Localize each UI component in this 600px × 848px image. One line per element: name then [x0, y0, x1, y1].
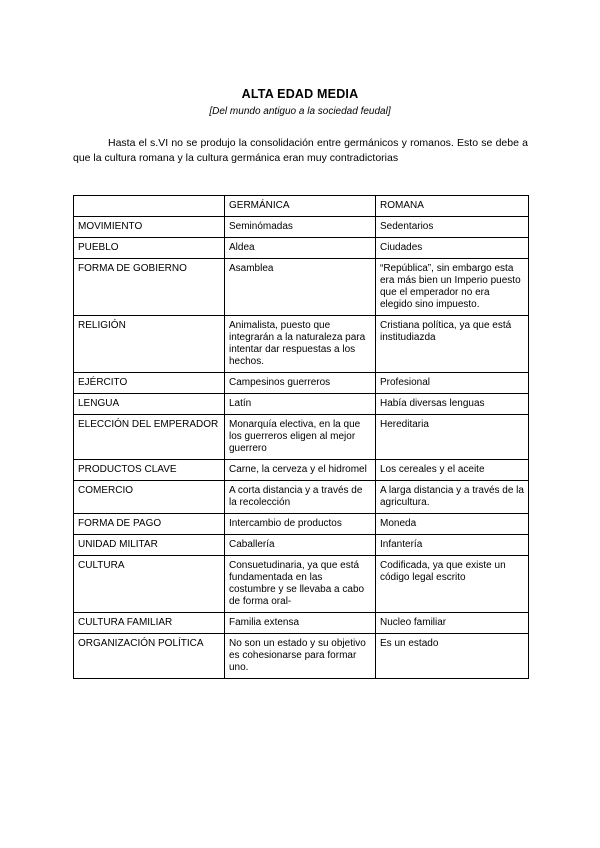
row-label-cell: FORMA DE PAGO	[74, 514, 225, 535]
germanica-cell: Intercambio de productos	[225, 514, 376, 535]
page-title: ALTA EDAD MEDIA	[241, 87, 359, 101]
row-label-cell: CULTURA FAMILIAR	[74, 613, 225, 634]
row-label-cell: LENGUA	[74, 394, 225, 415]
row-label-cell: MOVIMIENTO	[74, 217, 225, 238]
table-header-row	[74, 196, 529, 217]
romana-cell: Infantería	[376, 535, 529, 556]
germanica-cell: Animalista, puesto que integrarán a la naturaleza para intentar dar respuestas a los hechos.	[225, 316, 376, 373]
row-label-cell: PRODUCTOS CLAVE	[74, 460, 225, 481]
romana-cell: Los cereales y el aceite	[376, 460, 529, 481]
table-row	[74, 634, 529, 679]
table-row	[74, 415, 529, 460]
romana-cell: Nucleo familiar	[376, 613, 529, 634]
romana-cell: “República”, sin embargo esta era más bien un Imperio puesto que el emperador no era elegido sino impuesto.	[376, 259, 529, 316]
table-row	[74, 481, 529, 514]
germanica-cell: Carne, la cerveza y el hidromel	[225, 460, 376, 481]
romana-cell: Codificada, ya que existe un código legal escrito	[376, 556, 529, 613]
page-subtitle: [Del mundo antiguo a la sociedad feudal]	[209, 106, 391, 117]
table-row	[74, 316, 529, 373]
germanica-cell: Seminómadas	[225, 217, 376, 238]
table-row	[74, 373, 529, 394]
table-row	[74, 238, 529, 259]
table-row	[74, 394, 529, 415]
romana-cell: Ciudades	[376, 238, 529, 259]
romana-cell: A larga distancia y a través de la agricultura.	[376, 481, 529, 514]
row-label-cell: EJÉRCITO	[74, 373, 225, 394]
germanica-cell: Latín	[225, 394, 376, 415]
header-cell-romana: ROMANA	[376, 196, 529, 217]
romana-cell: Hereditaria	[376, 415, 529, 460]
row-label-cell: RELIGIÓN	[74, 316, 225, 373]
table-row	[74, 514, 529, 535]
romana-cell: Moneda	[376, 514, 529, 535]
table-row	[74, 613, 529, 634]
row-label-cell: PUEBLO	[74, 238, 225, 259]
table-row	[74, 259, 529, 316]
comparison-table	[73, 195, 529, 679]
table-row	[74, 535, 529, 556]
romana-cell: Profesional	[376, 373, 529, 394]
germanica-cell: Aldea	[225, 238, 376, 259]
header-cell-germanica: GERMÁNICA	[225, 196, 376, 217]
table-row	[74, 460, 529, 481]
row-label-cell: ORGANIZACIÓN POLÍTICA	[74, 634, 225, 679]
row-label-cell: CULTURA	[74, 556, 225, 613]
intro-paragraph: Hasta el s.VI no se produjo la consolidación entre germánicos y romanos. Esto se debe a que la cultura romana y la cultura germánica eran muy contradictorias	[73, 137, 528, 164]
row-label-cell: ELECCIÓN DEL EMPERADOR	[74, 415, 225, 460]
germanica-cell: Familia extensa	[225, 613, 376, 634]
romana-cell: Cristiana política, ya que está institudiazda	[376, 316, 529, 373]
row-label-cell: FORMA DE GOBIERNO	[74, 259, 225, 316]
romana-cell: Había diversas lenguas	[376, 394, 529, 415]
header-cell-empty	[74, 196, 225, 217]
germanica-cell: Caballería	[225, 535, 376, 556]
table-row	[74, 217, 529, 238]
germanica-cell: No son un estado y su objetivo es cohesionarse para formar uno.	[225, 634, 376, 679]
germanica-cell: Monarquía electiva, en la que los guerreros eligen al mejor guerrero	[225, 415, 376, 460]
germanica-cell: Consuetudinaria, ya que está fundamentada en las costumbre y se llevaba a cabo de forma oral-	[225, 556, 376, 613]
germanica-cell: Asamblea	[225, 259, 376, 316]
romana-cell: Es un estado	[376, 634, 529, 679]
germanica-cell: Campesinos guerreros	[225, 373, 376, 394]
table-row	[74, 556, 529, 613]
germanica-cell: A corta distancia y a través de la recolección	[225, 481, 376, 514]
romana-cell: Sedentarios	[376, 217, 529, 238]
row-label-cell: UNIDAD MILITAR	[74, 535, 225, 556]
row-label-cell: COMERCIO	[74, 481, 225, 514]
